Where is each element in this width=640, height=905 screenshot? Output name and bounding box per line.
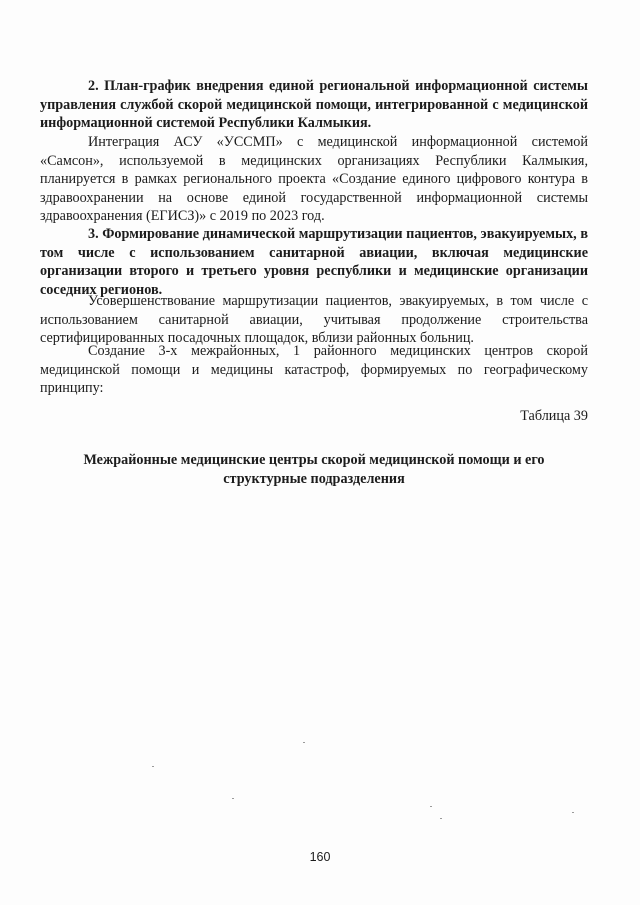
routing-paragraph: Усовершенствование маршрутизации пациентов, эвакуируемых, в том числе с использованием санитарной авиации, учитывая продолжение строительства сертифицированных посадочных площадок, вблизи районных больниц. [40, 293, 588, 347]
section-2-heading: 2. План-график внедрения единой региональной информационной системы управления службой скорой медицинской помощи, интегрированной с медицинской информационной системой Республики Калмыкия. [40, 78, 588, 132]
scan-speck [232, 798, 234, 799]
page-number: 160 [309, 850, 331, 864]
table-title: Межрайонные медицинские центры скорой медицинской помощи и его структурные подразделения [83, 452, 545, 487]
scan-speck [440, 818, 442, 819]
scan-speck [572, 812, 574, 813]
section-3-heading: 3. Формирование динамической маршрутизации пациентов, эвакуируемых, в том числе с использованием санитарной авиации, включая медицинские организации второго и третьего уровня республики и медицинские организации соседних регионов. [40, 226, 588, 298]
table-label: Таблица 39 [520, 408, 588, 424]
integration-paragraph: Интеграция АСУ «УССМП» с медицинской информационной системой «Самсон», используемой в медицинских организациях Республики Калмыкия, планируется в рамках регионального проекта «Создание единого цифрового контура в здравоохранении на основе единой государственной информационной системы здравоохранения (ЕГИСЗ)» с 2019 по 2023 год. [40, 134, 588, 225]
scan-speck [152, 766, 154, 767]
centers-paragraph: Создание 3-х межрайонных, 1 районного медицинских центров скорой медицинской помощи и медицины катастроф, формируемых по географическому принципу: [40, 343, 588, 397]
scan-speck [303, 742, 305, 743]
scan-speck [430, 806, 432, 807]
